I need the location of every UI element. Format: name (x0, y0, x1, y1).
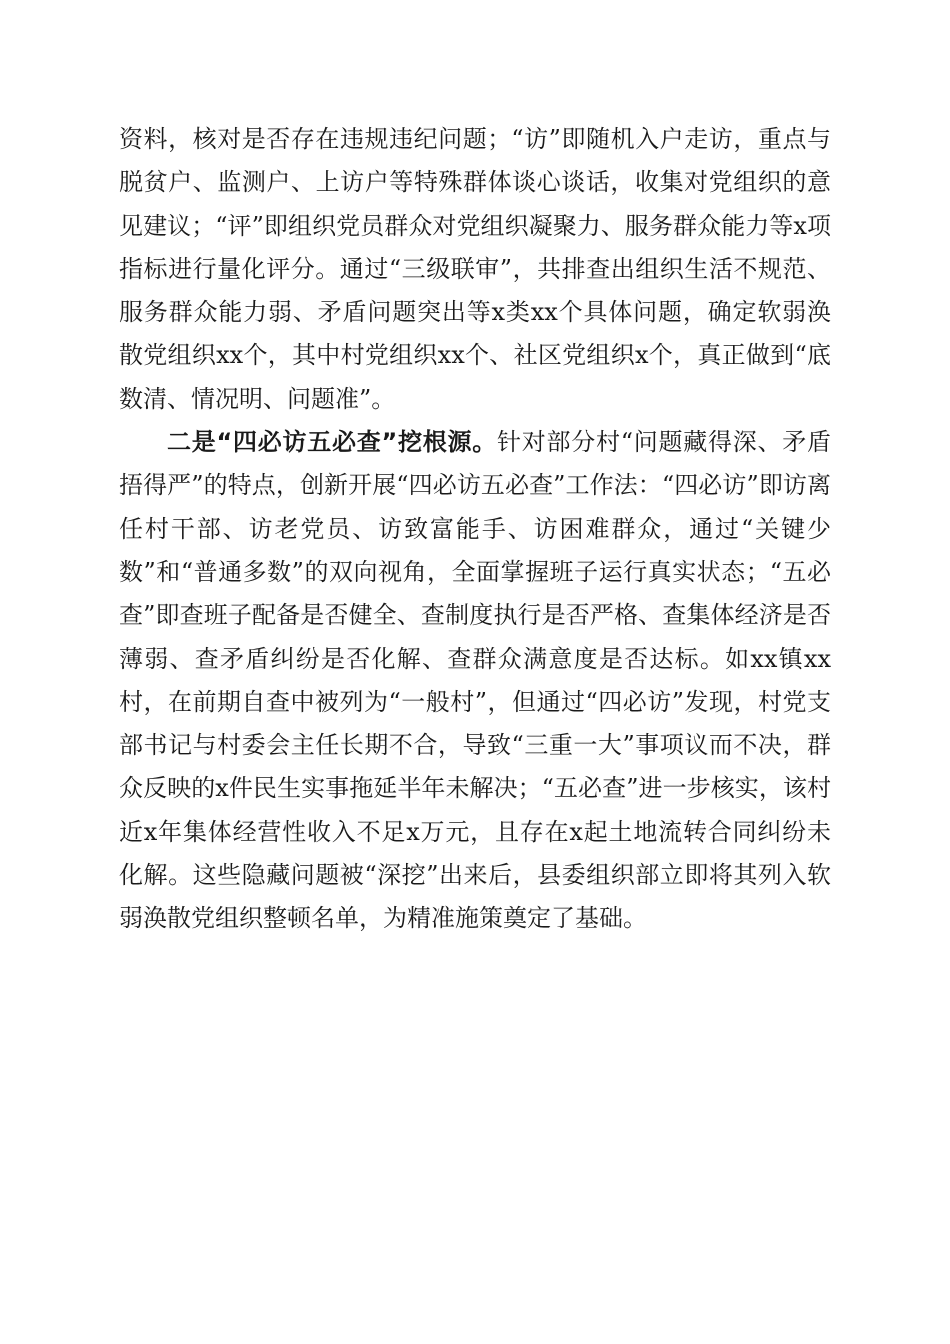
document-body (119, 118, 831, 941)
paragraph-text: 针对部分村“问题藏得深、矛盾捂得严”的特点，创新开展“四必访五必查”工作法：“四必访”即访离任村干部、访老党员、访致富能手、访困难群众，通过“关键少数”和“普通多数”的双向视角，全面掌握班子运行真实状态；“五必查”即查班子配备是否健全、查制度执行是否严格、查集体经济是否薄弱、查矛盾纠纷是否化解、查群众满意度是否达标。如xx镇xx村，在前期自查中被列为“一般村”，但通过“四必访”发现，村党支部书记与村委会主任长期不合，导致“三重一大”事项议而不决，群众反映的x件民生实事拖延半年未解决；“五必查”进一步核实，该村近x年集体经营性收入不足x万元，且存在x起土地流转合同纠纷未化解。这些隐藏问题被“深挖”出来后，县委组织部立即将其列入软弱涣散党组织整顿名单，为精准施策奠定了基础。 (119, 428, 831, 933)
paragraph-second-point (119, 421, 831, 941)
paragraph-heading: 二是“四必访五必查”挖根源。 (167, 428, 498, 457)
paragraph-continuation (119, 118, 831, 421)
paragraph-text: 资料，核对是否存在违规违纪问题；“访”即随机入户走访，重点与脱贫户、监测户、上访户等特殊群体谈心谈话，收集对党组织的意见建议；“评”即组织党员群众对党组织凝聚力、服务群众能力等x项指标进行量化评分。通过“三级联审”，共排查出组织生活不规范、服务群众能力弱、矛盾问题突出等x类xx个具体问题，确定软弱涣散党组织xx个，其中村党组织xx个、社区党组织x个，真正做到“底数清、情况明、问题准”。 (119, 125, 831, 413)
